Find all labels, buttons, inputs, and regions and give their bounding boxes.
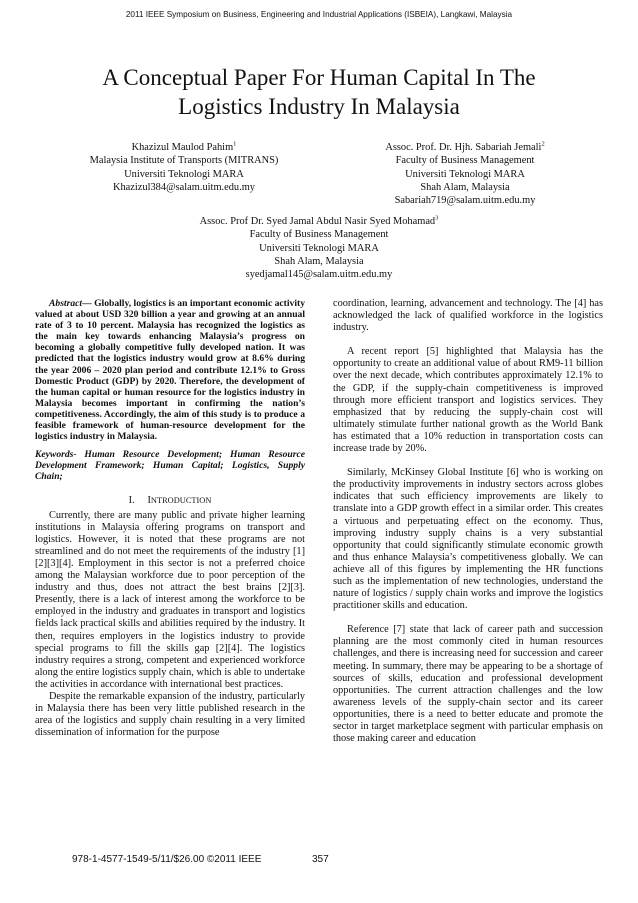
author-university: Universiti Teknologi MARA (124, 168, 244, 180)
author-email: Sabariah719@salam.uitm.edu.my (394, 195, 536, 207)
author-affiliation: Malaysia Institute of Transports (MITRANS) (89, 155, 279, 167)
left-column (35, 298, 305, 739)
body-paragraph: A recent report [5] highlighted that Malaysia has the opportunity to create an additional value of about RM9-11 billion over the next decade, which contributes approximately 12.1% to the GDP, if the supply-chain competitiveness is improved through more efficient transport and logistics services. They emphasized that by reducing the supply-chain cost will ultimately stimulate further national growth as the World Bank has estimated that a 10% reduction in transportation costs can increase trade by 20%. (333, 346, 603, 455)
author-name: Assoc. Prof Dr. Syed Jamal Abdul Nasir Syed Mohamad$^3$ (199, 214, 439, 227)
author-university: Universiti Teknologi MARA (259, 242, 379, 254)
page-number: 357 (312, 854, 329, 865)
author-location: Shah Alam, Malaysia (420, 181, 510, 193)
body-paragraph: Currently, there are many public and private higher learning institutions in Malaysia offering programs on transport and logistics. However, it is noted that these programs are not streamlined and do not meet the requirements of the industry [1][2][3][4]. Employment in this sector is not a preferred choice among the Malaysian workforce due to poor perception of the industry and thus, does not attract the best brains [2][3]. Presently, there is a lack of interest among the workforce to be employed in the industry and graduates in transport and logistics fields lack practical skills and abilities required by the industry. It then, requires employers in the logistics industry to provide special programs to fill the skills gap [2][4]. The logistics industry requires a strong, competent and experienced workforce along the entire logistics supply chain, which is able to undertake the activities in accordance with international best practices. (35, 509, 305, 690)
keywords: Keywords- Human Resource Development; Human Resource Development Framework; Human Capital; Logistics, Supply Chain; (35, 449, 305, 483)
author-affiliation: Faculty of Business Management (395, 155, 535, 167)
author-block-3 (150, 215, 488, 281)
abstract-text: Globally, logistics is an important economic activity valued at about USD 320 billion a year and growing at an annual rate of 3 to 10 percent. Malaysia has recognized the logistics as the main key towards enhancing Malaysia’s progress on becoming a globally competitive fully developed nation. It was predicted that the logistics industry would grow at 8.6% during the year 2006 – 2020 plan period and contribute 12.1% to Gross Domestic Product (GDP) by 2020. Therefore, the development of the human capital or human resource for the logistics industry in Malaysia becomes important in confirming the nation’s competitiveness. Accordingly, the aim of this study is to produce a feasible framework of human-resource development for the logistics industry in Malaysia. (35, 298, 305, 443)
author-location: Shah Alam, Malaysia (274, 255, 364, 267)
author-block-1 (50, 141, 318, 194)
author-email: Khazizul384@salam.uitm.edu.my (112, 181, 256, 193)
body-paragraph: Reference [7] state that lack of career path and succession planning are the most commonly cited in human resources challenges, and there is increasing need for succession and career meeting. In summary, there may be appearing to be a shortage of sources of skills, education and professional development opportunities. The current attraction challenges and the low awareness levels of the supply-chain sector and its career opportunities, there is a need to better educate and promote the sector in target marketplace segment with particular emphasis on those making career and education (333, 624, 603, 745)
abstract-dash: — (82, 298, 95, 309)
section-heading: I. INTRODUCTION (128, 494, 212, 506)
conference-header: 2011 IEEE Symposium on Business, Engineering and Industrial Applications (ISBEIA), Langkawi, Malaysia (125, 10, 513, 19)
author-email: syedjamal145@salam.uitm.edu.my (245, 269, 393, 281)
body-paragraph: Similarly, McKinsey Global Institute [6] who is working on the productivity improvements in industry sectors across globes indicates that such efficiency improvements are likely to translate into a GDP growth effect in a similar order. This creates a virtuous and perpetuating effect on the economy. Thus, improving industry supply chains is a very substantial opportunity that could significantly stimulate economic growth and thus enhance Malaysia’s competitiveness globally. We can achieve all of this figures by implementing the HR functions such as the implementation of new technologies, understand the nature of logistics / supply chain works and improve the logistics practitioner skills and education. (333, 467, 603, 612)
abstract-label: Abstract (49, 298, 83, 309)
abstract (35, 298, 305, 442)
author-block-2 (320, 141, 610, 207)
body-paragraph: Despite the remarkable expansion of the industry, particularly in Malaysia there has been very little published research in the area of the logistics and supply chain resulting in a very limited dissemination of information for the purpose (35, 691, 305, 739)
paper-title: A Conceptual Paper For Human Capital In The Logistics Industry In Malaysia (102, 65, 536, 119)
footer-isbn: 978-1-4577-1549-5/11/$26.00 ©2011 IEEE (72, 854, 262, 865)
author-affiliation: Faculty of Business Management (249, 229, 389, 241)
author-name: Assoc. Prof. Dr. Hjh. Sabariah Jemali$^2$ (385, 140, 545, 153)
body-paragraph: coordination, learning, advancement and technology. The [4] has acknowledged the lack of qualified workforce in the logistics industry. (333, 298, 603, 334)
right-column (333, 298, 603, 745)
author-name: Khazizul Maulod Pahim$^1$ (131, 140, 237, 153)
author-university: Universiti Teknologi MARA (405, 168, 525, 180)
